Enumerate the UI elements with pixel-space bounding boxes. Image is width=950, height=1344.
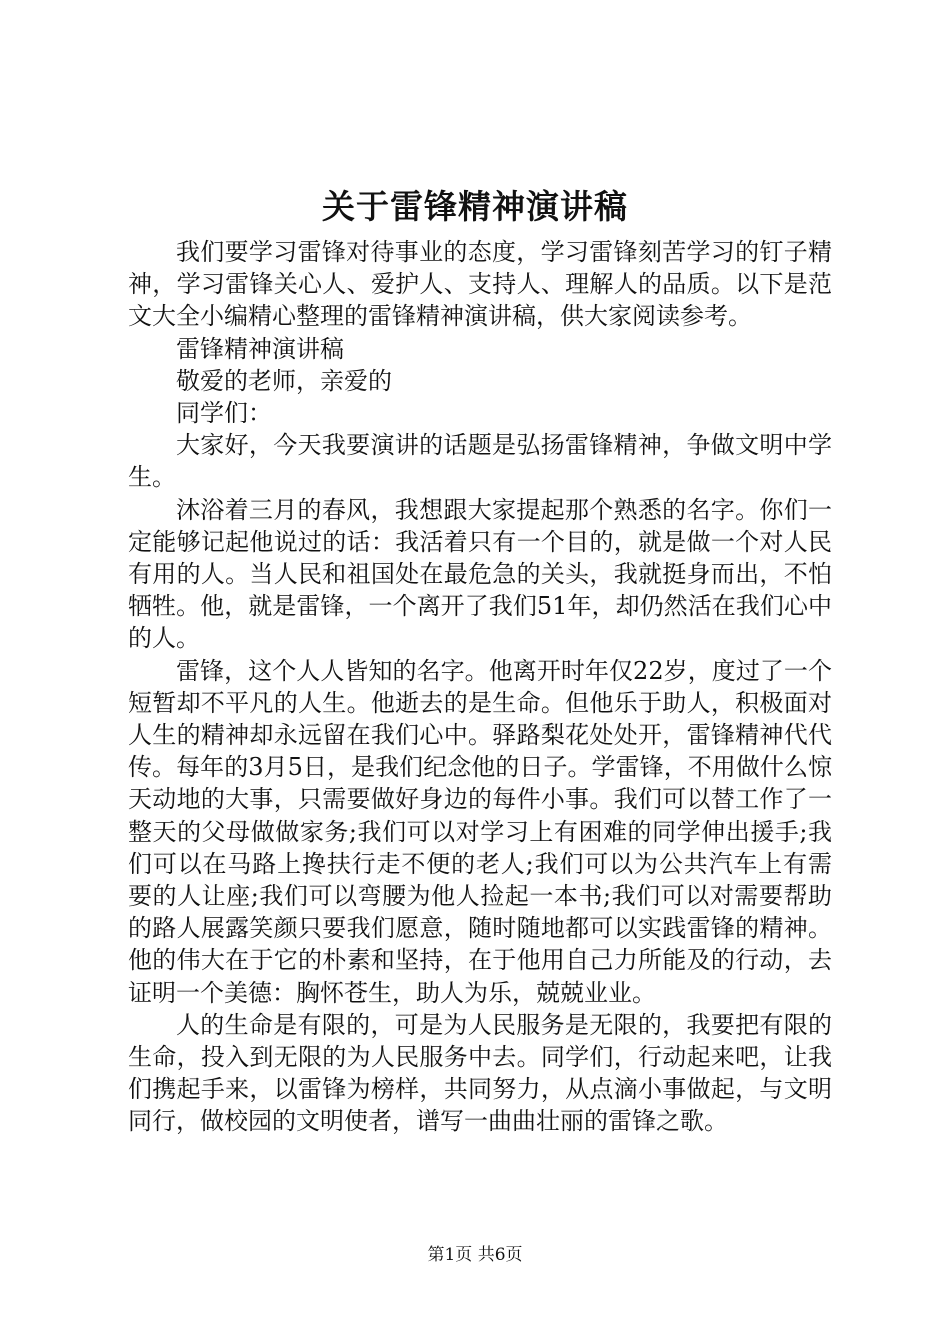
page-footer: 第1页 共6页 (427, 1245, 523, 1265)
speech-heading: 雷锋精神演讲稿 (176, 334, 344, 363)
body-paragraph-lei-feng: 雷锋，这个人人皆知的名字。他离开时年仅22岁，度过了一个短暂却不平凡的人生。他逝去的是生命。但他乐于助人，积极面对人生的精神却永远留在我们心中。驿路梨花处处开，雷锋精神代代传。每年的3月5日，是我们纪念他的日子。学雷锋，不用做什么惊天动地的大事，只需要做好身边的每件小事。我们可以替工作了一整天的父母做做家务;我们可以对学习上有困难的同学伸出援手;我们可以在马路上搀扶行走不便的老人;我们可以为公共汽车上有需要的人让座;我们可以弯腰为他人捡起一本书;我们可以对需要帮助的路人展露笑颜只要我们愿意，随时随地都可以实践雷锋的精神。他的伟大在于它的朴素和坚持，在于他用自己力所能及的行动，去证明一个美德：胸怀苍生，助人为乐，兢兢业业。 (128, 656, 832, 1007)
intro-paragraph: 我们要学习雷锋对待事业的态度，学习雷锋刻苦学习的钉子精神，学习雷锋关心人、爱护人、支持人、理解人的品质。以下是范文大全小编精心整理的雷锋精神演讲稿，供大家阅读参考。 (128, 238, 832, 331)
document-body (128, 236, 832, 1138)
body-paragraph-spring: 沐浴着三月的春风，我想跟大家提起那个熟悉的名字。你们一定能够记起他说过的话：我活着只有一个目的，就是做一个对人民有用的人。当人民和祖国处在最危急的关头，我就挺身而出，不怕牺牲。他，就是雷锋，一个离开了我们51年，却仍然活在我们心中的人。 (128, 495, 832, 653)
document-title: 关于雷锋精神演讲稿 (322, 187, 628, 226)
salutation-students: 同学们： (176, 399, 272, 428)
greeting-paragraph: 大家好，今天我要演讲的话题是弘扬雷锋精神，争做文明中学生。 (128, 431, 832, 492)
salutation-teachers: 敬爱的老师，亲爱的 (176, 366, 392, 395)
closing-paragraph: 人的生命是有限的，可是为人民服务是无限的，我要把有限的生命，投入到无限的为人民服务中去。同学们，行动起来吧，让我们携起手来，以雷锋为榜样，共同努力，从点滴小事做起，与文明同行，做校园的文明使者，谱写一曲曲壮丽的雷锋之歌。 (128, 1010, 832, 1136)
